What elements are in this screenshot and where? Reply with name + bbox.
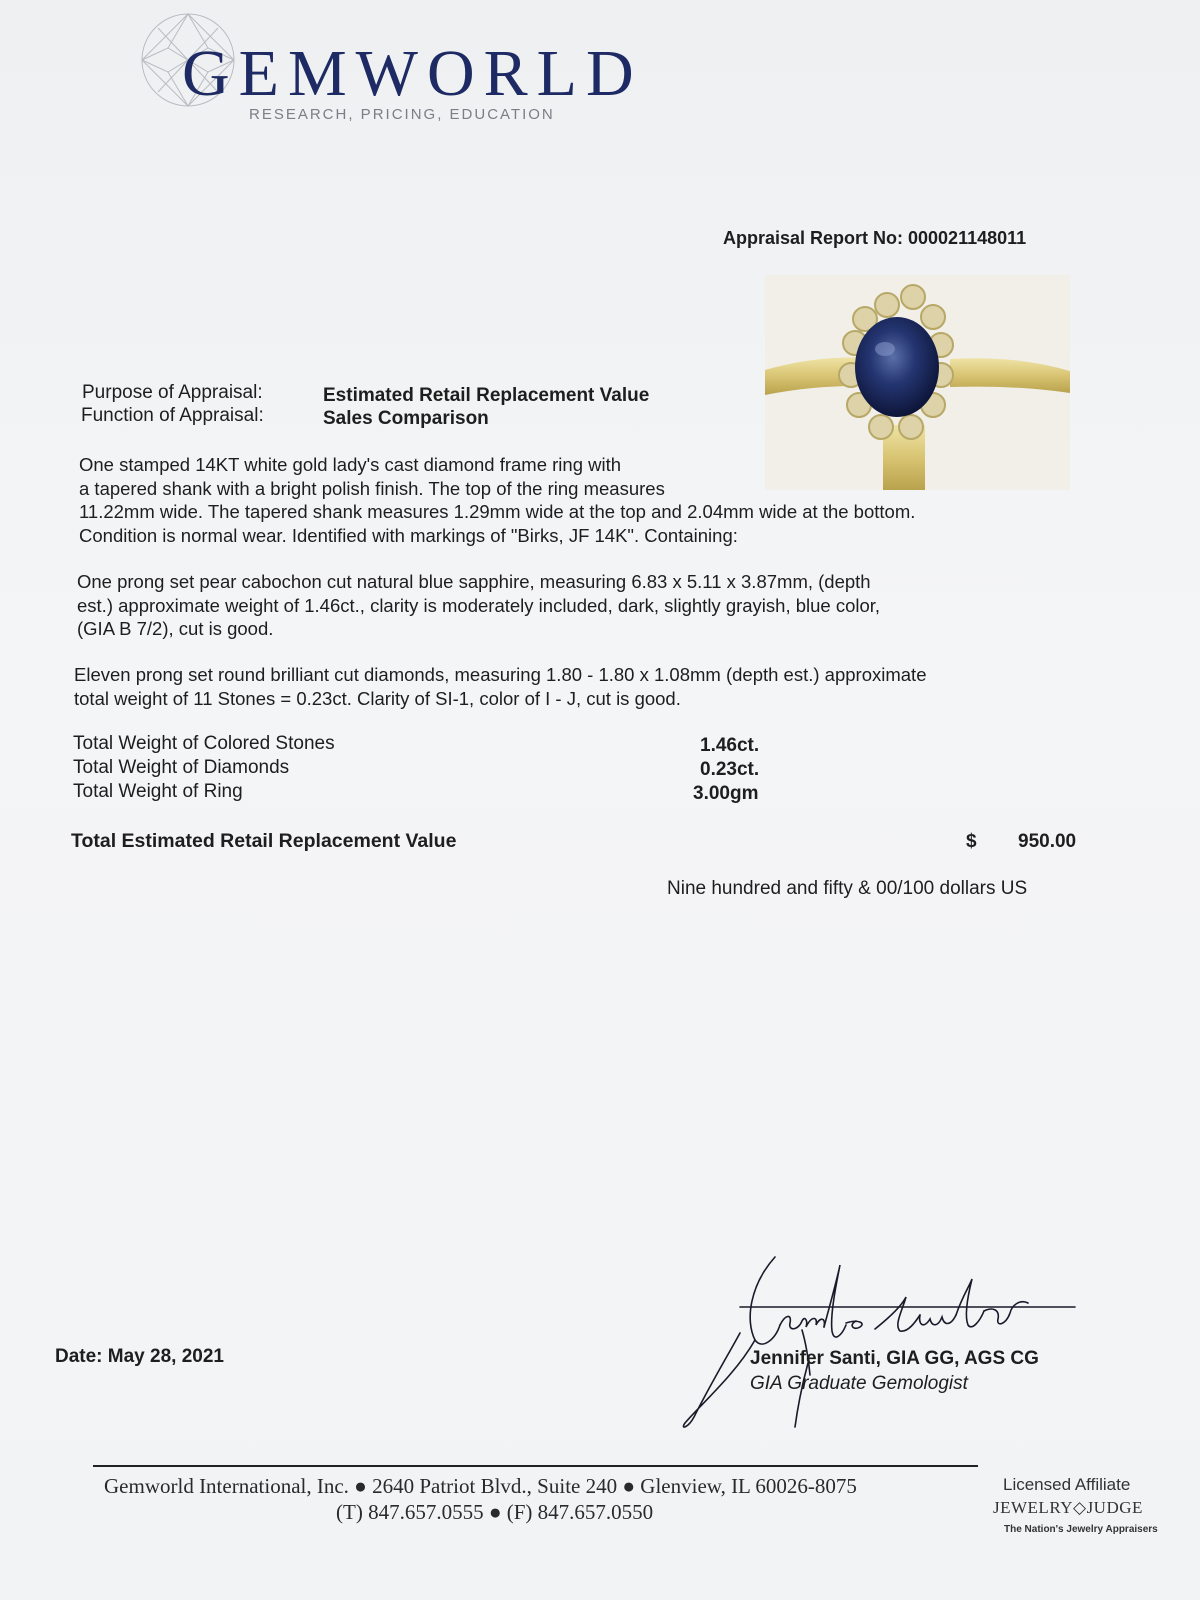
diamond-description-line: total weight of 11 Stones = 0.23ct. Clarity of SI-1, color of I - J, cut is good. xyxy=(74,687,681,709)
function-label: Function of Appraisal: xyxy=(81,405,264,426)
weight-value-colored-stones: 1.46ct. xyxy=(700,735,760,756)
ring-description-line: a tapered shank with a bright polish finish. The top of the ring measures xyxy=(79,477,665,499)
ring-description xyxy=(79,453,1039,547)
sapphire-description-line: est.) approximate weight of 1.46ct., clarity is moderately included, dark, slightly grayish, blue color, xyxy=(77,594,881,616)
weight-label-colored-stones: Total Weight of Colored Stones xyxy=(73,733,335,754)
jewelry-judge-logo: JEWELRY◇JUDGE xyxy=(993,1498,1143,1517)
brand-tagline: RESEARCH, PRICING, EDUCATION xyxy=(249,106,555,123)
weight-value-ring: 3.00gm xyxy=(693,783,759,804)
purpose-value: Estimated Retail Replacement Value xyxy=(323,385,650,406)
weight-label-diamonds: Total Weight of Diamonds xyxy=(73,757,290,778)
purpose-label: Purpose of Appraisal: xyxy=(82,382,263,403)
diamond-description xyxy=(74,663,1074,710)
weight-label-ring: Total Weight of Ring xyxy=(73,781,243,802)
total-amount-words: Nine hundred and fifty & 00/100 dollars US xyxy=(667,878,1028,899)
sapphire-description-line: One prong set pear cabochon cut natural blue sapphire, measuring 6.83 x 5.11 x 3.87mm, (depth xyxy=(77,571,871,592)
report-number: Appraisal Report No: 000021148011 xyxy=(723,228,1027,248)
brand-name: GEMWORLD xyxy=(182,37,643,110)
affiliate-label: Licensed Affiliate xyxy=(1003,1475,1131,1494)
weight-value-diamonds: 0.23ct. xyxy=(700,759,760,780)
diamond-description-line: Eleven prong set round brilliant cut diamonds, measuring 1.80 - 1.80 x 1.08mm (depth est.) approximate xyxy=(74,664,927,685)
signer-title: GIA Graduate Gemologist xyxy=(750,1373,968,1394)
footer-address: Gemworld International, Inc. ● 2640 Patriot Blvd., Suite 240 ● Glenview, IL 60026-8075 xyxy=(104,1474,857,1498)
function-value: Sales Comparison xyxy=(323,408,489,429)
affiliate-tagline: The Nation's Jewelry Appraisers xyxy=(1004,1524,1158,1535)
appraisal-date: Date: May 28, 2021 xyxy=(55,1346,224,1367)
signer-name: Jennifer Santi, GIA GG, AGS CG xyxy=(750,1348,1039,1369)
ring-description-line: One stamped 14KT white gold lady's cast diamond frame ring with xyxy=(79,454,622,475)
sapphire-description-line: (GIA B 7/2), cut is good. xyxy=(77,618,274,639)
handwritten-signature xyxy=(680,1245,1100,1430)
ring-description-line: Condition is normal wear. Identified with markings of "Birks, JF 14K". Containing: xyxy=(79,524,738,546)
footer-phone: (T) 847.657.0555 ● (F) 847.657.0550 xyxy=(336,1500,654,1524)
sapphire-description xyxy=(77,570,1037,641)
total-amount: 950.00 xyxy=(1018,831,1077,852)
ring-description-line: 11.22mm wide. The tapered shank measures 1.29mm wide at the top and 2.04mm wide at the bottom. xyxy=(79,501,916,522)
total-value-label: Total Estimated Retail Replacement Value xyxy=(71,830,457,852)
total-currency: $ xyxy=(966,831,977,852)
footer-divider xyxy=(93,1465,978,1467)
